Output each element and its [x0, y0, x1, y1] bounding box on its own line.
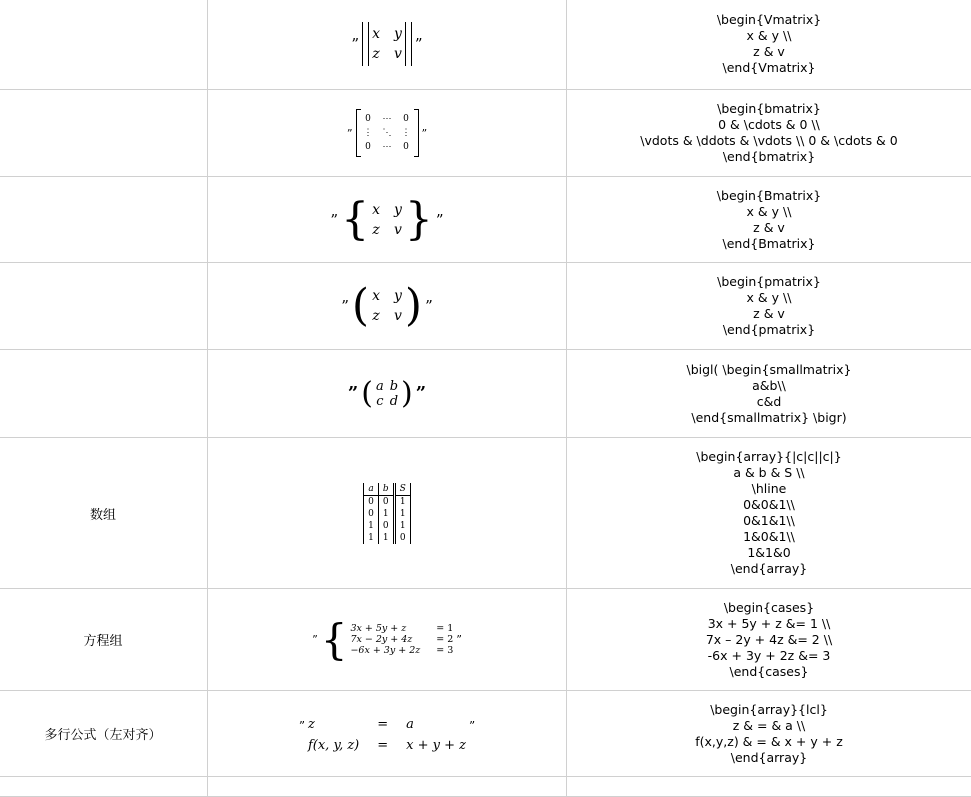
- matrix-entry: y: [394, 26, 402, 42]
- equation-rhs: = 1: [436, 623, 453, 634]
- matrix-entry: a: [376, 379, 384, 394]
- code-line: -6x + 3y + 2z &= 3: [567, 648, 971, 664]
- formula-lhs: z: [308, 717, 359, 732]
- code-line: \end{bmatrix}: [567, 149, 971, 165]
- code-line: \end{Bmatrix}: [567, 236, 971, 252]
- rendered-cell: [208, 777, 567, 797]
- matrix-entry: z: [372, 308, 380, 324]
- code-line: a&b\\: [567, 378, 971, 394]
- matrix-entry: y: [394, 202, 402, 218]
- code-line: x & y \\: [567, 204, 971, 220]
- code-cell: [567, 589, 971, 691]
- code-line: \vdots & \ddots & \vdots \\ 0 & \cdots & 0: [567, 133, 971, 149]
- rendered-cell: [208, 177, 567, 263]
- matrix-entry: z: [372, 222, 380, 238]
- open-quote: ”: [348, 383, 358, 404]
- array-cell: 0: [364, 508, 379, 520]
- bracket-left: [356, 109, 361, 157]
- array-row: [364, 495, 411, 508]
- matrix-entry: x: [372, 26, 380, 42]
- code-line: \begin{array}{|c|c||c|}: [567, 449, 971, 465]
- code-line: 7x – 2y + 4z &= 2 \\: [567, 632, 971, 648]
- formula-lhs: f(x, y, z): [308, 738, 359, 753]
- brace-left: {: [341, 198, 369, 242]
- bracket-right: [414, 109, 419, 157]
- matrix-entry: d: [390, 394, 398, 409]
- multiline-formula: [308, 717, 466, 753]
- code-line: \begin{Bmatrix}: [567, 188, 971, 204]
- code-line: \hline: [567, 481, 971, 497]
- equation-lhs: 3x + 5y + z: [350, 623, 420, 634]
- label-cell: [0, 90, 208, 177]
- formula-equals: =: [377, 717, 388, 732]
- rendered-cell: [208, 90, 567, 177]
- matrix-entry: c: [376, 394, 384, 409]
- array-cell: 1: [394, 508, 410, 520]
- code-line: z & = & a \\: [567, 718, 971, 734]
- matrix-entry: 0: [402, 142, 411, 152]
- code-line: z & v: [567, 306, 971, 322]
- matrix-entry: ⋮: [364, 128, 373, 138]
- rendered-cell: [208, 350, 567, 438]
- double-bar-left: [362, 22, 369, 66]
- code-line: \begin{Vmatrix}: [567, 12, 971, 28]
- matrix-entry: z: [372, 46, 380, 62]
- array-row: [364, 532, 411, 544]
- close-quote: ”: [425, 297, 433, 315]
- close-quote: ”: [436, 211, 444, 229]
- code-line: 1&1&0: [567, 545, 971, 561]
- open-quote: ”: [347, 127, 353, 140]
- code-line: \begin{pmatrix}: [567, 274, 971, 290]
- matrix-entry: v: [394, 46, 402, 62]
- matrix-entry: b: [390, 379, 398, 394]
- table-row: [0, 90, 971, 177]
- matrix-entry: v: [394, 308, 402, 324]
- code-cell: [567, 263, 971, 350]
- array-cell: S: [394, 483, 410, 496]
- array-cell: a: [364, 483, 379, 496]
- label-cell: [0, 777, 208, 797]
- paren-right: ): [405, 284, 422, 328]
- label-cell: 数组: [0, 438, 208, 589]
- open-quote: ”: [341, 297, 349, 315]
- code-line: z & v: [567, 44, 971, 60]
- array-cell: 0: [364, 495, 379, 508]
- close-quote: ”: [415, 35, 423, 53]
- code-line: a & b & S \\: [567, 465, 971, 481]
- matrix-smallmatrix: [376, 379, 398, 409]
- brace-left: {: [321, 619, 348, 661]
- double-bar-right: [405, 22, 412, 66]
- matrix-entry: ⋯: [383, 114, 392, 124]
- matrix-entry: 0: [402, 114, 411, 124]
- matrix-entry: x: [372, 288, 380, 304]
- array-cell: 0: [394, 532, 410, 544]
- array-cell: 1: [378, 508, 394, 520]
- matrix-entry: v: [394, 222, 402, 238]
- matrix-entry: y: [394, 288, 402, 304]
- label-cell: [0, 263, 208, 350]
- code-cell: [567, 777, 971, 797]
- rendered-cell: [208, 263, 567, 350]
- code-cell: [567, 177, 971, 263]
- close-quote: ”: [422, 127, 428, 140]
- formula-rhs: x + y + z: [406, 738, 466, 753]
- close-quote: ”: [469, 719, 475, 733]
- code-cell: [567, 438, 971, 589]
- array-header-row: [364, 483, 411, 496]
- label-cell: [0, 177, 208, 263]
- matrix-entry: x: [372, 202, 380, 218]
- rendered-array: [363, 483, 411, 544]
- array-cell: 1: [378, 532, 394, 544]
- array-row: [364, 520, 411, 532]
- code-line: \end{pmatrix}: [567, 322, 971, 338]
- rendered-cell: [208, 691, 567, 777]
- array-cell: 1: [394, 495, 410, 508]
- code-line: \begin{array}{lcl}: [567, 702, 971, 718]
- code-line: \end{Vmatrix}: [567, 60, 971, 76]
- formula-rhs: a: [406, 717, 466, 732]
- matrix-entry: ⋯: [383, 142, 392, 152]
- label-cell: 多行公式（左对齐）: [0, 691, 208, 777]
- open-quote: ”: [312, 633, 318, 646]
- formula-equals: =: [377, 738, 388, 753]
- rendered-cell: [208, 438, 567, 589]
- code-line: \bigl( \begin{smallmatrix}: [567, 362, 971, 378]
- code-cell: [567, 0, 971, 90]
- brace-right: }: [405, 198, 433, 242]
- close-quote: ”: [416, 383, 426, 404]
- table-row: [0, 691, 971, 777]
- label-cell: 方程组: [0, 589, 208, 691]
- code-cell: [567, 350, 971, 438]
- array-cell: 1: [394, 520, 410, 532]
- table-row: [0, 777, 971, 797]
- paren-right: ): [401, 379, 413, 409]
- table-row: [0, 263, 971, 350]
- code-line: 0 & \cdots & 0 \\: [567, 117, 971, 133]
- table-row: [0, 350, 971, 438]
- paren-left: (: [352, 284, 369, 328]
- code-line: \end{array}: [567, 750, 971, 766]
- close-quote: ”: [456, 633, 462, 646]
- code-line: \begin{cases}: [567, 600, 971, 616]
- code-line: \end{cases}: [567, 664, 971, 680]
- matrix-bmatrix-curly: [372, 202, 402, 238]
- equation-lhs: −6x + 3y + 2z: [350, 645, 420, 656]
- equation-rhs: = 3: [436, 645, 453, 656]
- rendered-cell: [208, 0, 567, 90]
- code-cell: [567, 691, 971, 777]
- array-cell: 0: [378, 495, 394, 508]
- code-line: 0&0&1\\: [567, 497, 971, 513]
- equation-system: [350, 623, 453, 656]
- equation-rhs: = 2: [436, 634, 453, 645]
- code-line: c&d: [567, 394, 971, 410]
- code-line: \begin{bmatrix}: [567, 101, 971, 117]
- array-cell: b: [378, 483, 394, 496]
- code-line: 3x + 5y + z &= 1 \\: [567, 616, 971, 632]
- code-line: 1&0&1\\: [567, 529, 971, 545]
- table-row: [0, 589, 971, 691]
- table-row: [0, 177, 971, 263]
- code-line: 0&1&1\\: [567, 513, 971, 529]
- label-cell: [0, 0, 208, 90]
- array-cell: 1: [364, 532, 379, 544]
- code-line: f(x,y,z) & = & x + y + z: [567, 734, 971, 750]
- matrix-entry: ⋮: [402, 128, 411, 138]
- open-quote: ”: [351, 35, 359, 53]
- matrix-entry: 0: [364, 114, 373, 124]
- paren-left: (: [361, 379, 373, 409]
- open-quote: ”: [299, 719, 305, 733]
- matrix-bmatrix: [364, 114, 411, 152]
- label-cell: [0, 350, 208, 438]
- matrix-pmatrix: [372, 288, 402, 324]
- code-line: \end{array}: [567, 561, 971, 577]
- open-quote: ”: [330, 211, 338, 229]
- matrix-entry: 0: [364, 142, 373, 152]
- array-row: [364, 508, 411, 520]
- table-row: [0, 438, 971, 589]
- code-line: x & y \\: [567, 290, 971, 306]
- code-cell: [567, 90, 971, 177]
- array-cell: 0: [378, 520, 394, 532]
- code-line: \end{smallmatrix} \bigr): [567, 410, 971, 426]
- equation-lhs: 7x − 2y + 4z: [350, 634, 420, 645]
- array-cell: 1: [364, 520, 379, 532]
- matrix-vmatrix: [372, 26, 402, 62]
- code-line: x & y \\: [567, 28, 971, 44]
- rendered-cell: [208, 589, 567, 691]
- matrix-entry: ⋱: [383, 128, 392, 138]
- table-row: [0, 0, 971, 90]
- code-line: z & v: [567, 220, 971, 236]
